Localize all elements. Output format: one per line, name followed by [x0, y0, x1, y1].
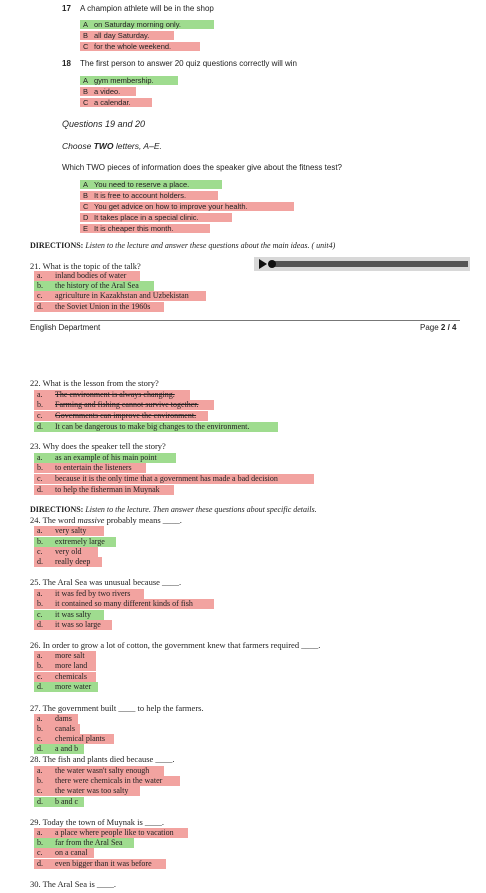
q23-option-c[interactable]: c. because it is the only time that a government has made a bad decision [34, 474, 314, 484]
q17-option-c[interactable]: C for the whole weekend. [80, 42, 200, 51]
q28-option-a[interactable]: a. the water wasn't salty enough [34, 766, 164, 776]
q17-option-b[interactable]: B all day Saturday. [80, 31, 174, 40]
question-22: 22. What is the lesson from the story? [30, 378, 159, 388]
q27-option-a[interactable]: a. dams [34, 714, 78, 724]
q24-option-c[interactable]: c. very old [34, 547, 98, 557]
q21-option-a[interactable]: a. inland bodies of water [34, 271, 140, 281]
question-18 [62, 59, 297, 68]
footer-department: English Department [30, 323, 101, 332]
question-17-text: A champion athlete will be in the shop [80, 4, 214, 13]
q22-option-c[interactable]: c. Governments can improve the environment. [34, 411, 208, 421]
q27-option-d[interactable]: d. a and b [34, 744, 84, 754]
question-21: 21. What is the topic of the talk? [30, 261, 141, 271]
question-29: 29. Today the town of Muynak is ____. [30, 817, 165, 827]
question-25: 25. The Aral Sea was unusual because ____. [30, 577, 182, 587]
question-30: 30. The Aral Sea is ____. [30, 879, 117, 889]
question-17 [62, 4, 214, 13]
question-17-number: 17 [62, 4, 71, 13]
q22-option-b[interactable]: b. Farming and fishing cannot survive together. [34, 400, 214, 410]
q22-option-d[interactable]: d. It can be dangerous to make big changes to the environment. [34, 422, 278, 432]
question-24: 24. The word massive probably means ____. [30, 515, 182, 525]
play-icon[interactable] [259, 259, 267, 269]
q27-option-c[interactable]: c. chemical plants [34, 734, 114, 744]
q29-option-a[interactable]: a. a place where people like to vacation [34, 828, 188, 838]
audio-progress-track[interactable] [272, 261, 468, 267]
audio-player[interactable] [254, 257, 470, 271]
q26-option-b[interactable]: b. more land [34, 661, 96, 671]
q18-option-c[interactable]: C a calendar. [80, 98, 152, 107]
q28-option-b[interactable]: b. there were chemicals in the water [34, 776, 180, 786]
q19-option-e[interactable]: E It is cheaper this month. [80, 224, 210, 233]
q19-option-c[interactable]: C You get advice on how to improve your health. [80, 202, 294, 211]
q25-option-d[interactable]: d. it was so large [34, 620, 112, 630]
choose-instruction: Choose TWO letters, A–E. [62, 141, 162, 151]
footer-divider [30, 320, 460, 321]
q19-option-a[interactable]: A You need to reserve a place. [80, 180, 222, 189]
question-28: 28. The fish and plants died because ____. [30, 754, 175, 764]
q25-option-a[interactable]: a. it was fed by two rivers [34, 589, 144, 599]
q23-option-a[interactable]: a. as an example of his main point [34, 453, 176, 463]
q22-option-a[interactable]: a. The environment is always changing. [34, 390, 190, 400]
q26-option-c[interactable]: c. chemicals [34, 672, 96, 682]
q28-option-d[interactable]: d. b and c [34, 797, 84, 807]
q24-option-b[interactable]: b. extremely large [34, 537, 116, 547]
q29-option-d[interactable]: d. even bigger than it was before [34, 859, 166, 869]
q25-option-c[interactable]: c. it was salty [34, 610, 104, 620]
q26-option-d[interactable]: d. more water [34, 682, 98, 692]
q21-option-b[interactable]: b. the history of the Aral Sea [34, 281, 154, 291]
q21-option-c[interactable]: c. agriculture in Kazakhstan and Uzbekistan [34, 291, 206, 301]
q24-option-a[interactable]: a. very salty [34, 526, 104, 536]
question-19-20-text: Which TWO pieces of information does the speaker give about the fitness test? [62, 163, 342, 172]
q21-option-d[interactable]: d. the Soviet Union in the 1960s [34, 302, 164, 312]
question-18-number: 18 [62, 59, 71, 68]
question-27: 27. The government built ____ to help the farmers. [30, 703, 204, 713]
q25-option-b[interactable]: b. it contained so many different kinds of fish [34, 599, 214, 609]
q17-option-a[interactable]: A on Saturday morning only. [80, 20, 214, 29]
q26-option-a[interactable]: a. more salt [34, 651, 96, 661]
q23-option-d[interactable]: d. to help the fisherman in Muynak [34, 485, 174, 495]
q29-option-c[interactable]: c. on a canal [34, 848, 94, 858]
q18-option-a[interactable]: A gym membership. [80, 76, 178, 85]
section-title: Questions 19 and 20 [62, 119, 146, 129]
q19-option-b[interactable]: B It is free to account holders. [80, 191, 218, 200]
q18-option-b[interactable]: B a video. [80, 87, 136, 96]
q29-option-b[interactable]: b. far from the Aral Sea [34, 838, 134, 848]
question-26: 26. In order to grow a lot of cotton, the government knew that farmers required ____. [30, 640, 321, 650]
directions-main-ideas: DIRECTIONS: Listen to the lecture and answer these questions about the main ideas. ( unit4) [30, 241, 336, 250]
footer-page-number: Page 2 / 4 [420, 323, 457, 332]
q24-option-d[interactable]: d. really deep [34, 557, 102, 567]
q23-option-b[interactable]: b. to entertain the listeners [34, 463, 146, 473]
q27-option-b[interactable]: b. canals [34, 724, 80, 734]
question-23: 23. Why does the speaker tell the story? [30, 441, 166, 451]
audio-progress-handle[interactable] [268, 260, 276, 268]
directions-specific-details: DIRECTIONS: Listen to the lecture. Then answer these questions about specific details. [30, 505, 317, 514]
question-18-text: The first person to answer 20 quiz questions correctly will win [80, 59, 297, 68]
q28-option-c[interactable]: c. the water was too salty [34, 786, 140, 796]
q19-option-d[interactable]: D It takes place in a special clinic. [80, 213, 232, 222]
